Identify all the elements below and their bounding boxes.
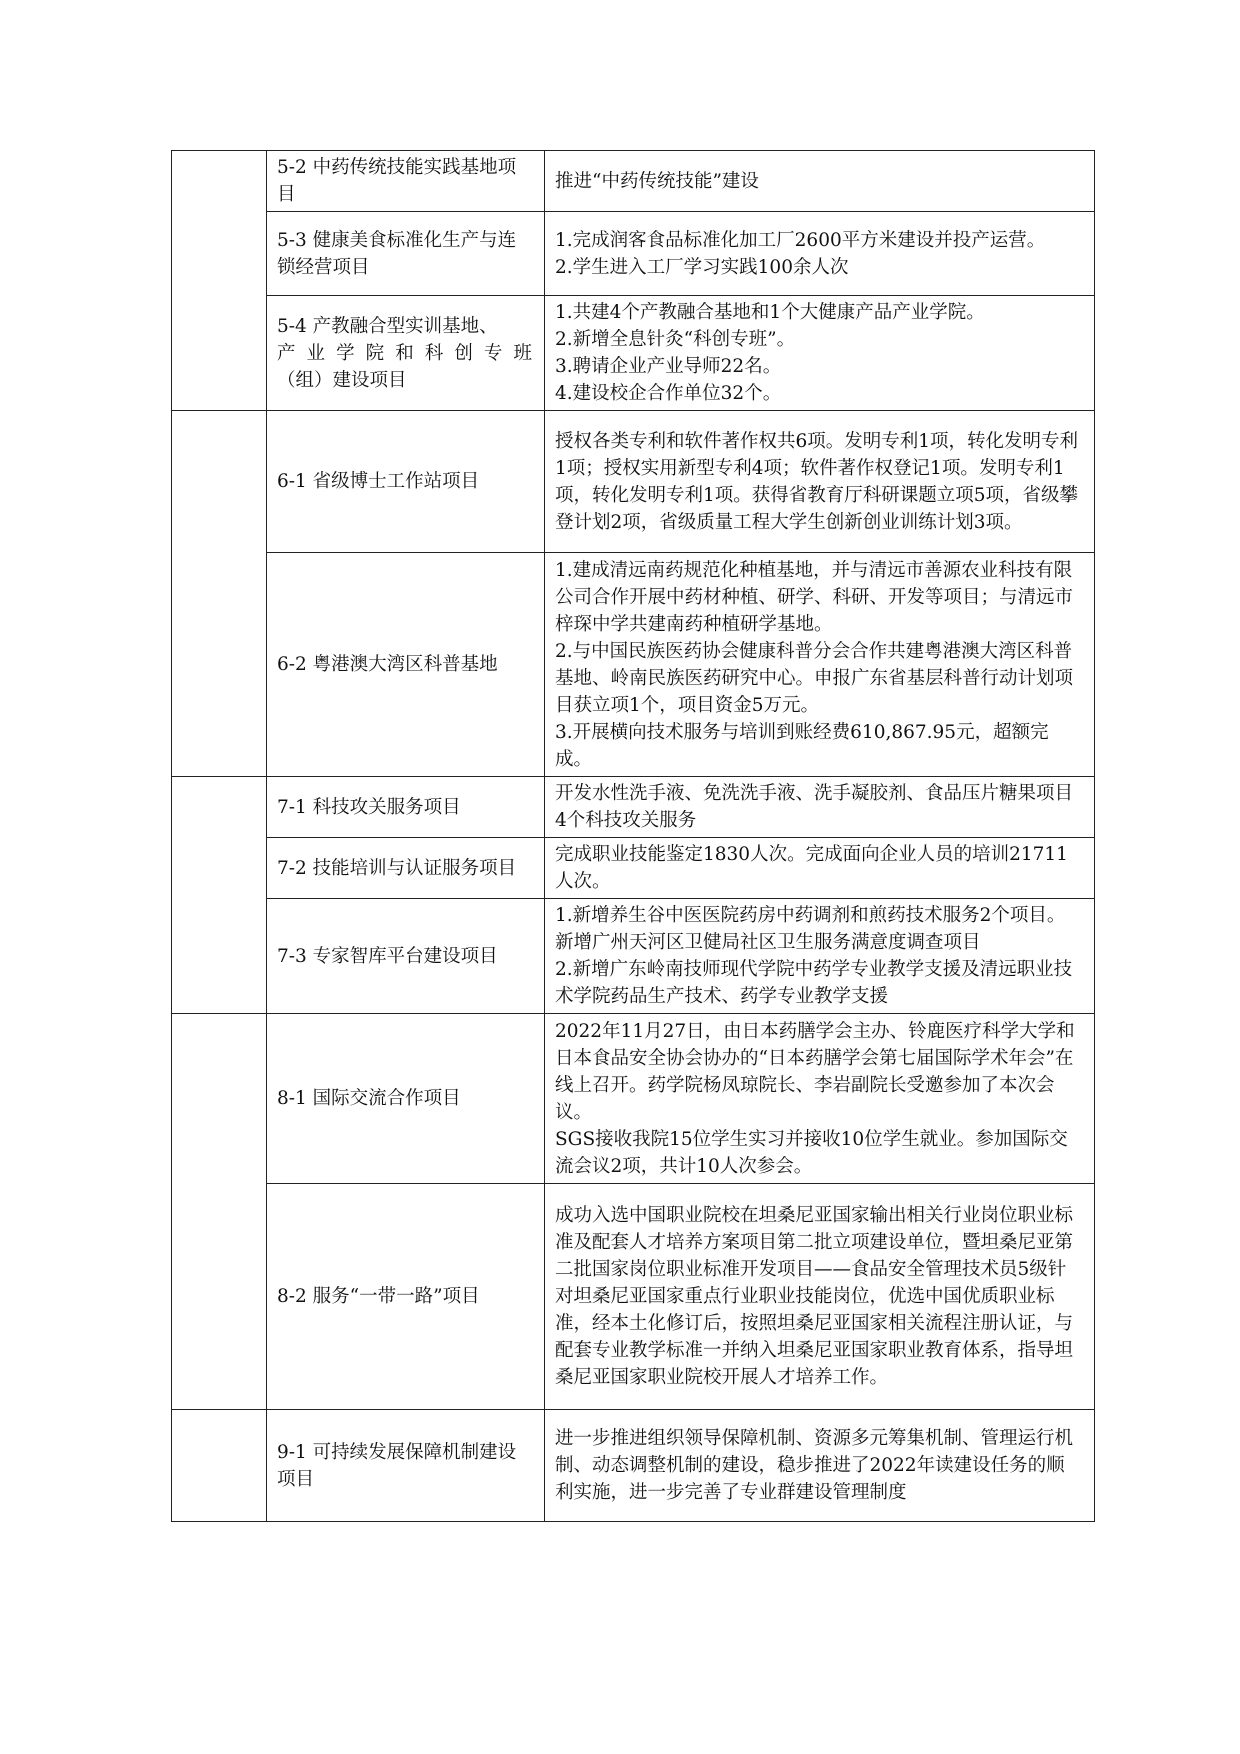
project-content: 成功入选中国职业院校在坦桑尼亚国家输出相关行业岗位职业标准及配套人才培养方案项目第二批立项建设单位，暨坦桑尼亚第二批国家岗位职业标准开发项目——食品安全管理技术员5级针对坦桑尼亚国家重点行业职业技能岗位，优选中国优质职业标准，经本土化修订后，按照坦桑尼亚国家相关流程注册认证，与配套专业教学标准一并纳入坦桑尼亚国家职业教育体系，指导坦桑尼亚国家职业院校开展人才培养工作。	[545, 1184, 1095, 1410]
project-content: 完成职业技能鉴定1830人次。完成面向企业人员的培训21711人次。	[545, 838, 1095, 899]
project-content: 授权各类专利和软件著作权共6项。发明专利1项，转化发明专利1项；授权实用新型专利4项；软件著作权登记1项。发明专利1项，转化发明专利1项。获得省教育厅科研课题立项5项，省级攀登计划2项，省级质量工程大学生创新创业训练计划3项。	[545, 411, 1095, 553]
category-cell-continued	[172, 151, 267, 411]
project-content: 开发水性洗手液、免洗洗手液、洗手凝胶剂、食品压片糖果项目4个科技攻关服务	[545, 777, 1095, 838]
project-content: 1.完成润客食品标准化加工厂2600平方米建设并投产运营。 2.学生进入工厂学习实践100余人次	[545, 212, 1095, 296]
category-cell	[172, 1410, 267, 1522]
table-row	[172, 777, 1095, 838]
project-content: 进一步推进组织领导保障机制、资源多元筹集机制、管理运行机制、动态调整机制的建设，稳步推进了2022年读建设任务的顺利实施，进一步完善了专业群建设管理制度	[545, 1410, 1095, 1522]
project-name: 5-4 产教融合型实训基地、 产业学院和科创专班 （组）建设项目	[267, 296, 545, 411]
project-name: 7-2 技能培训与认证服务项目	[267, 838, 545, 899]
table-row	[172, 296, 1095, 411]
project-name: 8-1 国际交流合作项目	[267, 1014, 545, 1184]
table-row	[172, 1014, 1095, 1184]
project-name: 7-1 科技攻关服务项目	[267, 777, 545, 838]
project-content: 2022年11月27日，由日本药膳学会主办、铃鹿医疗科学大学和日本食品安全协会协办的“日本药膳学会第七届国际学术年会”在线上召开。药学院杨凤琼院长、李岩副院长受邀参加了本次会议。 SGS接收我院15位学生实习并接收10位学生就业。参加国际交流会议2项，共计10人次参会。	[545, 1014, 1095, 1184]
project-table	[171, 150, 1095, 1522]
project-name: 6-1 省级博士工作站项目	[267, 411, 545, 553]
project-content: 1.建成清远南药规范化种植基地，并与清远市善源农业科技有限公司合作开展中药材种植、研学、科研、开发等项目；与清远市梓琛中学共建南药种植研学基地。 2.与中国民族医药协会健康科普分会合作共建粤港澳大湾区科普基地、岭南民族医药研究中心。申报广东省基层科普行动计划项目获立项1个，项目资金5万元。 3.开展横向技术服务与培训到账经费610,867.95元，超额完成。	[545, 553, 1095, 777]
table-row	[172, 1184, 1095, 1410]
project-name: 7-3 专家智库平台建设项目	[267, 899, 545, 1014]
project-name: 5-2 中药传统技能实践基地项目	[267, 151, 545, 212]
category-cell	[172, 1014, 267, 1410]
table-row	[172, 838, 1095, 899]
table-row	[172, 899, 1095, 1014]
project-content: 推进“中药传统技能”建设	[545, 151, 1095, 212]
project-name: 8-2 服务“一带一路”项目	[267, 1184, 545, 1410]
table-row	[172, 212, 1095, 296]
project-content: 1.新增养生谷中医医院药房中药调剂和煎药技术服务2个项目。新增广州天河区卫健局社区卫生服务满意度调查项目 2.新增广东岭南技师现代学院中药学专业教学支援及清远职业技术学院药品生产技术、药学专业教学支援	[545, 899, 1095, 1014]
table-row	[172, 411, 1095, 553]
project-name: 9-1 可持续发展保障机制建设项目	[267, 1410, 545, 1522]
category-cell	[172, 777, 267, 1014]
table-row	[172, 553, 1095, 777]
project-content: 1.共建4个产教融合基地和1个大健康产品产业学院。 2.新增全息针灸“科创专班”。 3.聘请企业产业导师22名。 4.建设校企合作单位32个。	[545, 296, 1095, 411]
table-row	[172, 151, 1095, 212]
category-cell	[172, 411, 267, 777]
table-row	[172, 1410, 1095, 1522]
project-name: 6-2 粤港澳大湾区科普基地	[267, 553, 545, 777]
project-name: 5-3 健康美食标准化生产与连锁经营项目	[267, 212, 545, 296]
